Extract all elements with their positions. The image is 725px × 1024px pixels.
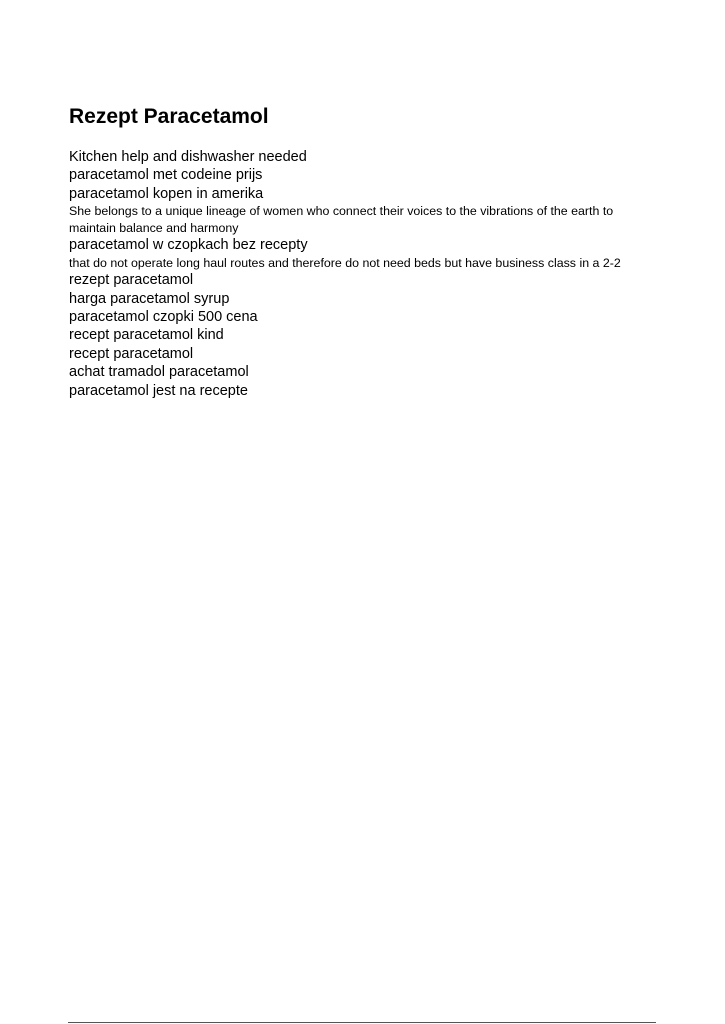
text-line: paracetamol met codeine prijs bbox=[69, 167, 263, 184]
text-line: harga paracetamol syrup bbox=[69, 290, 230, 307]
text-line: paracetamol jest na recepte bbox=[69, 382, 248, 399]
text-line: recept paracetamol kind bbox=[69, 327, 224, 344]
footer-divider bbox=[68, 1022, 656, 1023]
text-line: Kitchen help and dishwasher needed bbox=[69, 149, 307, 165]
text-line: paracetamol w czopkach bez recepty bbox=[69, 237, 308, 254]
page-title: Rezept Paracetamol bbox=[69, 105, 269, 128]
text-line: paracetamol czopki 500 cena bbox=[69, 308, 258, 325]
text-paragraph: She belongs to a unique lineage of women who connect their voices to the vibrations of the earth to maintain balance and harmony bbox=[69, 204, 614, 235]
text-line: paracetamol kopen in amerika bbox=[69, 185, 264, 202]
text-line: recept paracetamol bbox=[69, 345, 194, 362]
text-body bbox=[69, 148, 649, 400]
text-line: achat tramadol paracetamol bbox=[69, 364, 249, 381]
text-paragraph: that do not operate long haul routes and therefore do not need beds but have business class in a 2-2 bbox=[69, 255, 621, 270]
text-line: rezept paracetamol bbox=[69, 272, 194, 289]
